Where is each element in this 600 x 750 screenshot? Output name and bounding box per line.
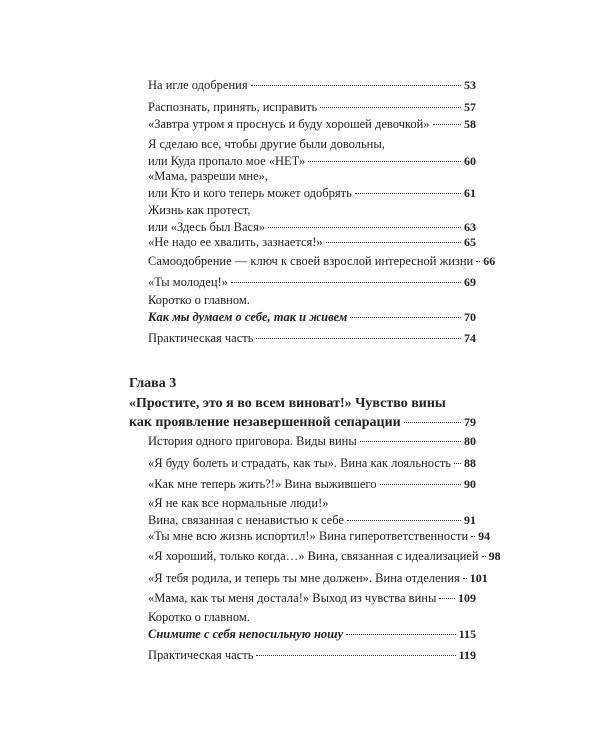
- toc-entry-title: «Ты мне всю жизнь испортил!» Вина гиперответственности: [148, 529, 469, 543]
- toc-entry-title-line: «Я не как все нормальные люди!»: [148, 496, 329, 510]
- leader-dots: [433, 124, 461, 125]
- toc-entry-title: «Я буду болеть и страдать, как ты». Вина как лояльность: [148, 456, 451, 470]
- leader-dots: [320, 107, 461, 108]
- toc-page-number: 63: [464, 220, 476, 234]
- toc-entry[interactable]: [148, 274, 476, 291]
- toc-entry-title: «Завтра утром я проснусь и буду хорошей девочкой»: [148, 117, 430, 131]
- toc-page-number: 98: [488, 549, 501, 563]
- toc-entry[interactable]: [148, 570, 488, 587]
- toc-entry-title: Практическая часть: [148, 331, 254, 345]
- leader-dots: [476, 261, 480, 262]
- chapter-heading[interactable]: [129, 395, 476, 432]
- toc-page-number: 70: [464, 310, 476, 324]
- toc-entry[interactable]: [148, 455, 476, 472]
- leader-dots: [251, 85, 461, 86]
- toc-entry-title: «Ты молодец!»: [148, 275, 228, 289]
- toc-entry-title: Практическая часть: [148, 648, 254, 662]
- toc-page-number: 69: [464, 275, 476, 289]
- toc-entry-title: «Я тебя родила, и теперь ты мне должен». Вина отделения: [148, 571, 460, 585]
- leader-dots: [256, 655, 455, 656]
- toc-page-number: 101: [469, 571, 488, 585]
- toc-entry-title-line: Жизнь как протест,: [148, 203, 251, 217]
- toc-entry-title: История одного приговора. Виды вины: [148, 434, 357, 448]
- toc-page-number: 109: [458, 591, 476, 605]
- leader-dots: [308, 161, 461, 162]
- toc-entry[interactable]: [148, 330, 476, 347]
- toc-entry[interactable]: [148, 99, 476, 116]
- toc-page-number: 60: [464, 154, 476, 168]
- toc-entry-title: «Я хороший, только когда…» Вина, связанная с идеализацией: [148, 549, 479, 563]
- leader-dots: [471, 536, 475, 537]
- leader-dots: [404, 422, 461, 423]
- toc-entry-title: или Кто и кого теперь может одобрять: [148, 186, 352, 200]
- chapter-title-line: «Простите, это я во всем виноват!» Чувство вины: [129, 396, 446, 411]
- leader-dots: [355, 193, 461, 194]
- toc-entry[interactable]: [148, 168, 476, 202]
- leader-dots: [380, 484, 462, 485]
- leader-dots: [350, 317, 461, 318]
- toc-entry-title: На игле одобрения: [148, 78, 248, 92]
- toc-entry[interactable]: [148, 77, 476, 94]
- leader-dots: [326, 242, 461, 243]
- toc-entry[interactable]: [148, 136, 476, 170]
- toc-entry[interactable]: [148, 116, 476, 133]
- chapter-page-number: 79: [464, 415, 476, 429]
- toc-page-number: 115: [458, 627, 476, 641]
- leader-dots: [439, 598, 455, 599]
- toc-entry-title: «Как мне теперь жить?!» Вина выжившего: [148, 477, 377, 491]
- toc-page-number: 66: [483, 254, 496, 268]
- toc-entry-title: «Мама, как ты меня достала!» Выход из чувства вины: [148, 591, 437, 605]
- toc-entry-title: или Куда пропало мое «НЕТ»: [148, 154, 306, 168]
- toc-page-number: 80: [464, 434, 476, 448]
- toc-entry-title-line: «Мама, разреши мне»,: [148, 169, 269, 183]
- toc-page-number: 65: [464, 235, 476, 249]
- toc-entry-title-line: Коротко о главном.: [148, 610, 250, 624]
- toc-entry[interactable]: [148, 609, 476, 643]
- toc-entry-title: «Не надо ее хвалить, зазнается!»: [148, 235, 323, 249]
- toc-entry[interactable]: [148, 647, 476, 664]
- toc-entry[interactable]: [148, 495, 476, 529]
- toc-page-number: 88: [464, 456, 476, 470]
- toc-entry[interactable]: [148, 202, 476, 236]
- toc-entry[interactable]: [148, 548, 501, 565]
- toc-entry[interactable]: [148, 253, 496, 270]
- leader-dots: [256, 338, 461, 339]
- toc-page-number: 94: [478, 529, 491, 543]
- toc-page-number: 58: [464, 117, 476, 131]
- toc-entry-title: Снимите с себя непосильную ношу: [148, 627, 344, 641]
- leader-dots: [482, 556, 486, 557]
- toc-page-number: 90: [464, 477, 476, 491]
- leader-dots: [454, 463, 461, 464]
- toc-entry-title: Распознать, принять, исправить: [148, 100, 318, 114]
- toc-page-number: 57: [464, 100, 476, 114]
- toc-entry[interactable]: [148, 234, 476, 251]
- toc-entry-title-line: Коротко о главном.: [148, 293, 250, 307]
- toc-page-number: 119: [458, 648, 476, 662]
- leader-dots: [231, 282, 461, 283]
- leader-dots: [347, 520, 461, 521]
- toc-entry[interactable]: [148, 292, 476, 326]
- toc-entry-title: или «Здесь был Вася»: [148, 220, 266, 234]
- toc-entry[interactable]: [148, 476, 476, 493]
- chapter-title-line: как проявление незавершенной сепарации: [129, 415, 401, 430]
- chapter-label: Глава 3: [129, 376, 177, 391]
- leader-dots: [360, 441, 461, 442]
- toc-page-number: 53: [464, 78, 476, 92]
- toc-page-number: 61: [464, 186, 476, 200]
- toc-page-number: 91: [464, 513, 476, 527]
- leader-dots: [268, 227, 461, 228]
- leader-dots: [346, 634, 456, 635]
- toc-entry[interactable]: [148, 590, 476, 607]
- toc-entry-title: Самоодобрение — ключ к своей взрослой интересной жизни: [148, 254, 474, 268]
- toc-entry[interactable]: [148, 433, 476, 450]
- toc-entry-title: Вина, связанная с ненавистью к себе: [148, 513, 344, 527]
- leader-dots: [463, 578, 467, 579]
- toc-page-number: 74: [464, 331, 476, 345]
- toc-entry-title-line: Я сделаю все, чтобы другие были довольны,: [148, 137, 385, 151]
- toc-entry-title: Как мы думаем о себе, так и живем: [148, 310, 348, 324]
- toc-entry[interactable]: [148, 528, 491, 545]
